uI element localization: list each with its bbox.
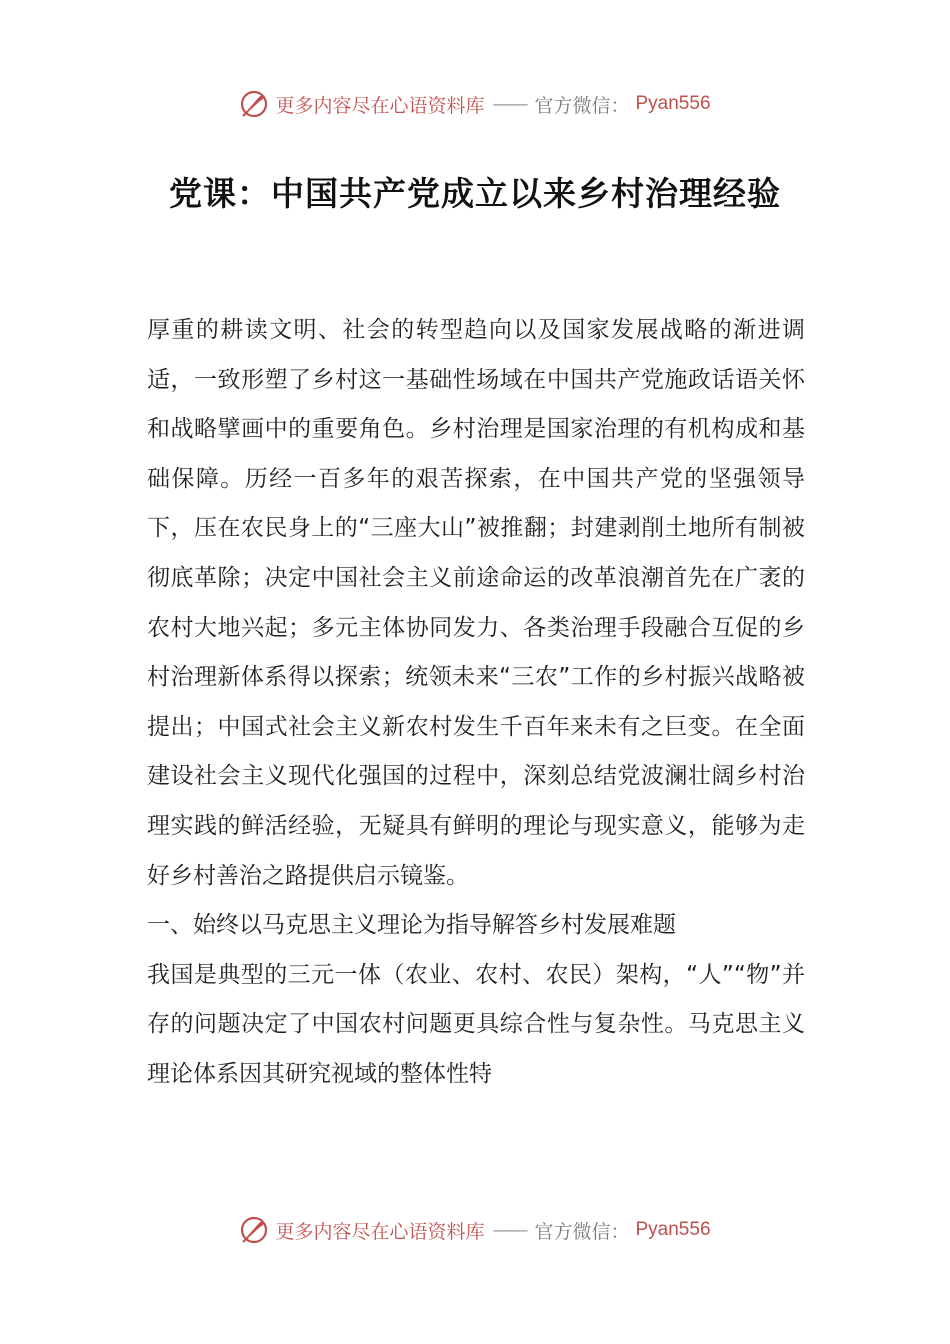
watermark-site-name: 更多内容尽在心语资料库 [275,94,485,117]
section-heading: 一、始终以马克思主义理论为指导解答乡村发展难题 [147,912,676,939]
watermark-wechat-id: Pyan556 [635,93,711,114]
document-body [147,306,805,1100]
watermark-dash: —— [492,1219,527,1241]
watermark-site-name: 更多内容尽在心语资料库 [275,1220,485,1243]
quill-pen-logo-icon [239,89,269,119]
quill-pen-logo-icon [239,1215,269,1245]
document-title: 党课：中国共产党成立以来乡村治理经验 [169,174,781,213]
watermark-wechat-label: 官方微信： [534,94,630,117]
watermark-dash: —— [492,93,527,115]
header-watermark [0,84,950,124]
watermark-wechat-label: 官方微信： [534,1220,630,1243]
section-paragraph: 我国是典型的三元一体（农业、农村、农民）架构，“人”“物”并存的问题决定了中国农村问题更具综合性与复杂性。马克思主义理论体系因其研究视域的整体性特 [147,961,805,1087]
footer-watermark [0,1210,950,1250]
intro-paragraph: 厚重的耕读文明、社会的转型趋向以及国家发展战略的渐进调适，一致形塑了乡村这一基础性场域在中国共产党施政话语关怀和战略擘画中的重要角色。乡村治理是国家治理的有机构成和基础保障。历经一百多年的艰苦探索，在中国共产党的坚强领导下，压在农民身上的“三座大山”被推翻；封建剥削土地所有制被彻底革除；决定中国社会主义前途命运的改革浪潮首先在广袤的农村大地兴起；多元主体协同发力、各类治理手段融合互促的乡村治理新体系得以探索；统领未来“三农”工作的乡村振兴战略被提出；中国式社会主义新农村发生千百年来未有之巨变。在全面建设社会主义现代化强国的过程中，深刻总结党波澜壮阔乡村治理实践的鲜活经验，无疑具有鲜明的理论与现实意义，能够为走好乡村善治之路提供启示镜鉴。 [147,317,805,889]
watermark-wechat-id: Pyan556 [635,1219,711,1240]
